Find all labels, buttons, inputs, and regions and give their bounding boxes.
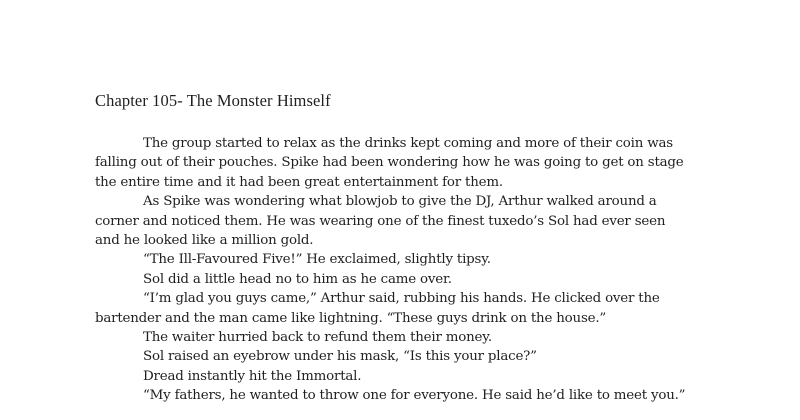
text-line: “My fathers, he wanted to throw one for everyone. He said he’d like to meet you.” <box>143 388 686 404</box>
text-line: Sol raised an eyebrow under his mask, “Is this your place?” <box>143 349 537 365</box>
text-line: bartender and the man came like lightning. “These guys drink on the house.” <box>95 310 607 326</box>
text-line: As Spike was wondering what blowjob to give the DJ, Arthur walked around a <box>143 194 657 210</box>
text-line: “The Ill-Favoured Five!” He exclaimed, slightly tipsy. <box>143 252 491 268</box>
chapter-title: Chapter 105- The Monster Himself <box>95 91 331 110</box>
chapter-body <box>95 134 735 405</box>
text-line: The waiter hurried back to refund them their money. <box>143 329 492 345</box>
text-line: falling out of their pouches. Spike had been wondering how he was going to get on stage <box>95 155 684 171</box>
text-line: Sol did a little head no to him as he came over. <box>143 271 452 287</box>
text-line: “I’m glad you guys came,” Arthur said, rubbing his hands. He clicked over the <box>143 291 660 307</box>
text-line: Dread instantly hit the Immortal. <box>143 368 362 384</box>
text-line: the entire time and it had been great entertainment for them. <box>95 174 503 190</box>
text-line: corner and noticed them. He was wearing one of the finest tuxedo’s Sol had ever seen <box>95 213 666 229</box>
text-line: The group started to relax as the drinks kept coming and more of their coin was <box>143 136 673 151</box>
text-line: and he looked like a million gold. <box>95 232 314 248</box>
